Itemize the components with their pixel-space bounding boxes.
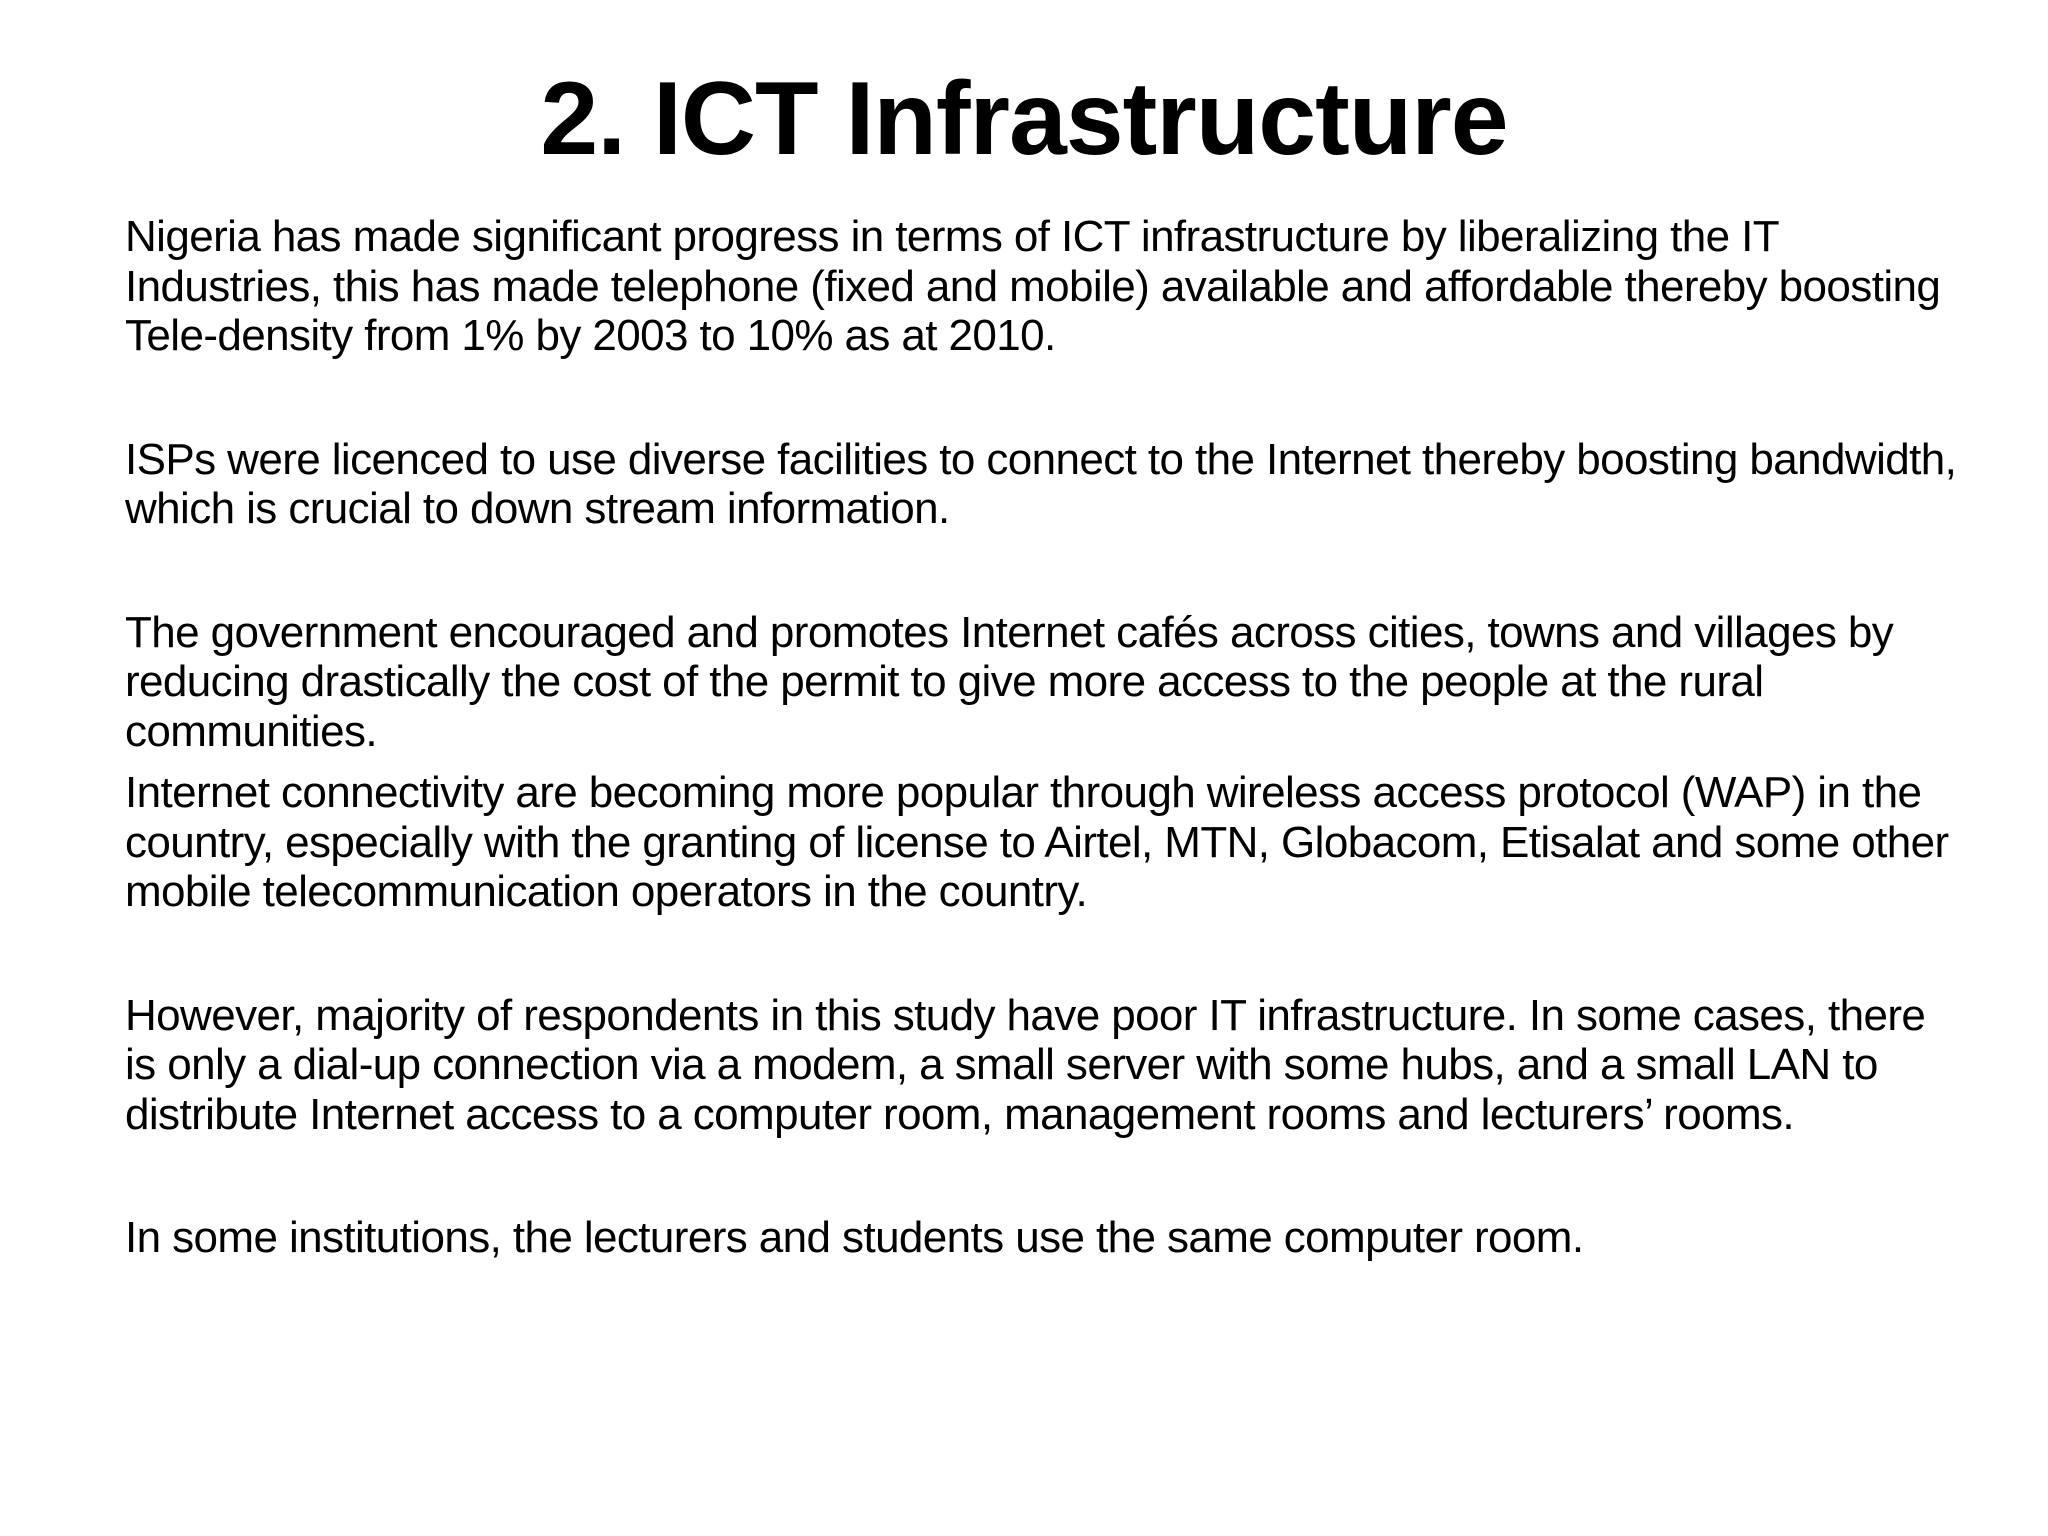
paragraph-wap-connectivity: Internet connectivity are becoming more popular through wireless access protocol (WAP) in the country, especially with the granting of license to Airtel, MTN, Globacom, Etisalat and some other mobile telecommunication operators in the country. [125,768,1949,916]
slide-body [125,212,1965,1263]
paragraph-internet-cafes: The government encouraged and promotes Internet cafés across cities, towns and villages by reducing drastically the cost of the permit to give more access to the people at the rural communities. [125,607,1894,756]
paragraph-ict-progress: Nigeria has made significant progress in terms of ICT infrastructure by liberalizing the IT Industries, this has made telephone (fixed and mobile) available and affordable thereby boosting Tele-density from 1% by 2003 to 10% as at 2010. [125,212,1941,360]
paragraph-isps: ISPs were licenced to use diverse facilities to connect to the Internet thereby boosting bandwidth, which is crucial to down stream information. [125,434,1957,533]
paragraph-poor-infrastructure: However, majority of respondents in this study have poor IT infrastructure. In some cases, there is only a dial-up connection via a modem, a small server with some hubs, and a small LAN to distribute Internet access to a computer room, management rooms and lecturers’ rooms. [125,990,1926,1139]
slide-title: 2. ICT Infrastructure [540,61,1508,177]
paragraph-shared-computer-room: In some institutions, the lecturers and students use the same computer room. [125,1213,1584,1262]
